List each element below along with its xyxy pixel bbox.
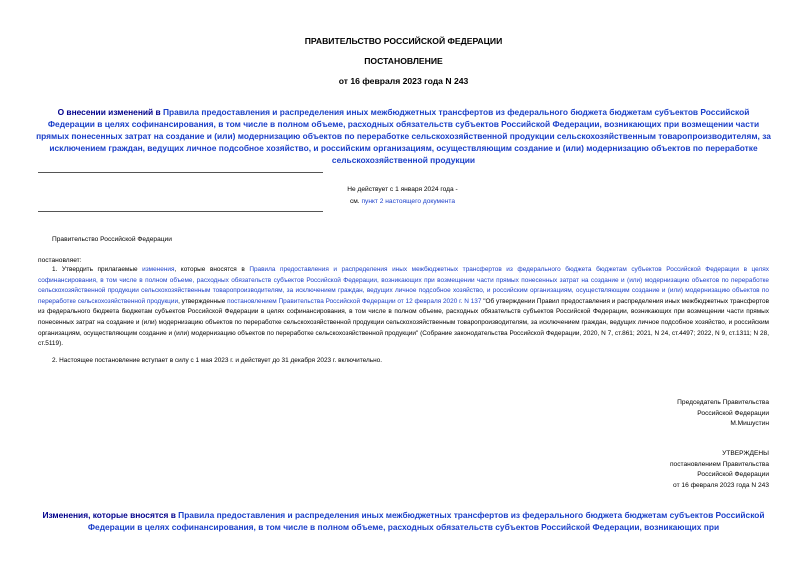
divider-bottom — [38, 211, 323, 212]
notice-line2 — [320, 196, 485, 208]
approval-line4: от 16 февраля 2023 года N 243 — [673, 481, 769, 489]
title-prefix: О внесении изменений в — [57, 107, 164, 117]
approval-line2: постановлением Правительства — [669, 460, 769, 468]
resolution-137-link[interactable]: постановлением Правительства Российской Федерации от 12 февраля 2020 г. N 137 — [227, 297, 482, 305]
government-heading: ПРАВИТЕЛЬСТВО РОССИЙСКОЙ ФЕДЕРАЦИИ — [304, 36, 503, 46]
document-type: ПОСТАНОВЛЕНИЕ — [364, 56, 443, 66]
approval-line3: Российской Федерации — [697, 471, 769, 479]
signer-position-2: Российской Федерации — [697, 409, 769, 417]
issuer-text: Правительство Российской Федерации — [52, 236, 172, 243]
signer-name: М.Мишустин — [730, 420, 769, 428]
notice-line1: Не действует с 1 января 2024 года - — [347, 186, 458, 193]
rules-link[interactable]: Правила предоставления и распределения иных межбюджетных трансфертов из федерального бюджета бюджетам субъектов Российской Федерации в целях софинансирования, в том числе в полном объеме, расходных обязательств субъектов Российской Федерации, возникающих при возмещении части прямых понесенных затрат на создание и (или) модернизацию объектов по переработке сельскохозяйственной продукции сельскохозяйственным товаропроизводителям, за исключением граждан, ведущих личное подсобное хозяйство, и российским организациям, осуществляющим создание и (или) модернизацию объектов по переработке сельскохозяйственной продукции — [38, 266, 769, 305]
changes-link[interactable]: изменения — [142, 266, 175, 273]
notice-prefix: см. — [349, 198, 362, 205]
signer-position-1: Председатель Правительства — [677, 399, 769, 406]
decrees-text: постановляет: — [38, 257, 82, 264]
item1-mid2: , утвержденные — [178, 297, 228, 305]
document-title — [36, 106, 771, 166]
approval-block — [670, 449, 769, 491]
annex-title — [36, 509, 771, 533]
validity-notice — [320, 184, 485, 208]
item1-prefix: 1. Утвердить прилагаемые — [52, 266, 143, 273]
annex-rules-link[interactable]: Правила предоставления и распределения иных межбюджетных трансфертов из федерального бюджета бюджетам субъектов Российской Федерации в целях софинансирования, в том числе в полном объеме, расходных обязательств субъектов Российской Федерации, возникающих при — [87, 510, 765, 532]
annex-title-prefix: Изменения, которые вносятся в — [42, 510, 179, 520]
title-rules-link[interactable]: Правила предоставления и распределения иных межбюджетных трансфертов из федерального бюджета бюджетам субъектов Российской Федерации в целях софинансирования, в том числе в полном объеме, расходных обязательств субъектов Российской Федерации, возникающих при возмещении части прямых понесенных затрат на создание и (или) модернизацию объектов по переработке сельскохозяйственной продукции сельскохозяйственным товаропроизводителям, за исключением граждан, ведущих личное подсобное хозяйство, и российским организациям, осуществляющим создание и (или) модернизацию объектов по переработке сельскохозяйственной продукции — [36, 107, 771, 165]
signature-block — [677, 398, 769, 430]
document-date-number: от 16 февраля 2023 года N 243 — [338, 76, 469, 86]
divider-top — [38, 172, 323, 173]
item1-mid1: , которые вносятся в — [174, 266, 250, 273]
notice-link[interactable]: пункт 2 настоящего документа — [361, 198, 456, 205]
item-2-paragraph: 2. Настоящее постановление вступает в силу с 1 мая 2023 г. и действует до 31 декабря 2023 г. включительно. — [52, 357, 383, 364]
approval-line1: УТВЕРЖДЕНЫ — [722, 450, 769, 457]
item-1-paragraph — [38, 265, 769, 350]
item1-mid3: "Об утверждении Правил предоставления и распределения иных межбюджетных трансфертов из федерального бюджета бюджетам субъектов Российской Федерации в целях софинансирования, в том числе в полном объеме, расходных обязательств субъектов Российской Федерации, возникающих при возмещении части прямых понесенных затрат на создание и (или) модернизацию объектов по переработке сельскохозяйственной продукции сельскохозяйственным товаропроизводителям, за исключением граждан, ведущих личное подсобное хозяйство, и российским организациям, осуществляющим создание и (или) модернизацию объектов по переработке сельскохозяйственной продукции" (Собрание законодательства Российской Федерации, 2020, N 7, ст.861; 2021, N 24, ст.4497; 2022, N 9, ст.1311; N 28, ст.5119). — [38, 297, 770, 348]
